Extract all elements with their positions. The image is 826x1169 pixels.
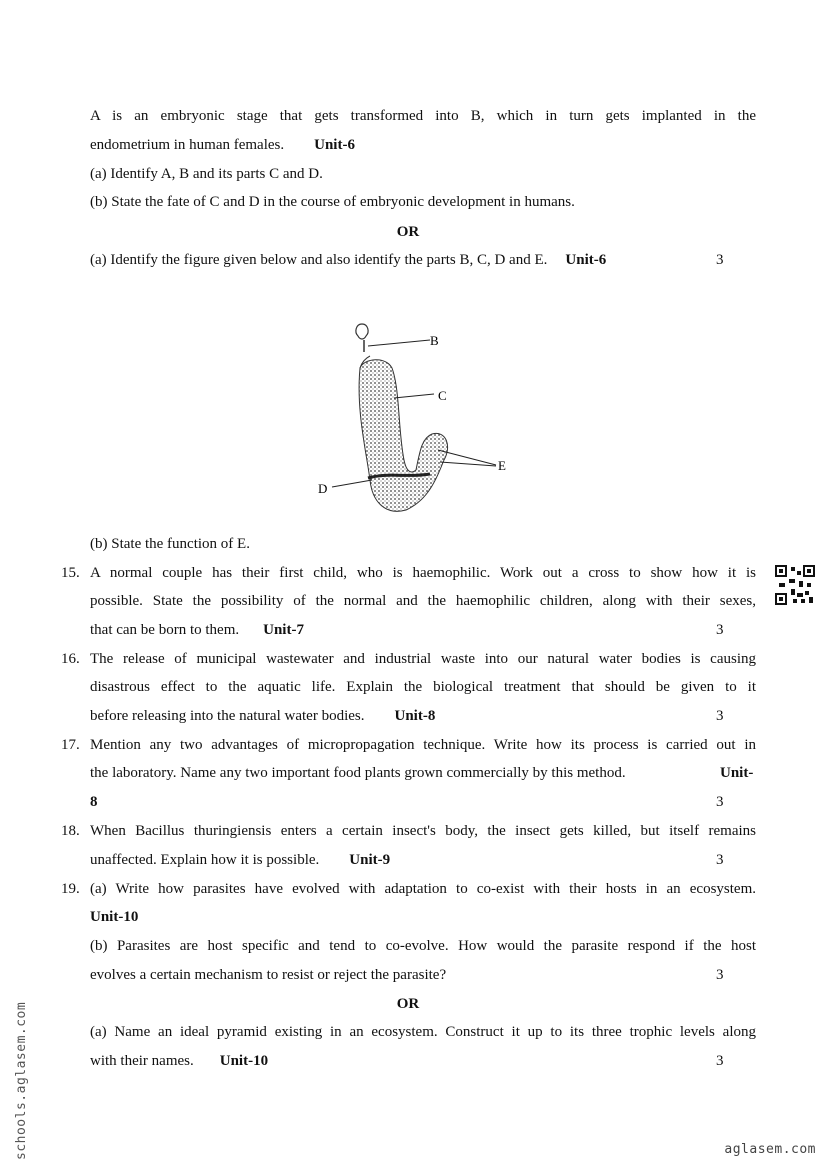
leader-line-c bbox=[394, 394, 434, 398]
sub-question: (b) State the function of E. bbox=[90, 536, 250, 552]
qr-code-icon bbox=[775, 565, 815, 605]
sub-question-text: (a) Identify the figure given below and also identify the parts B, C, D and E. bbox=[90, 252, 548, 268]
figure-label-e: E bbox=[498, 458, 506, 473]
question-text bbox=[90, 850, 390, 870]
question-number: 17. bbox=[61, 737, 80, 753]
unit-tag: Unit-10 bbox=[219, 1053, 269, 1069]
unit-tag: Unit-8 bbox=[394, 708, 436, 724]
question-text: The release of municipal wastewater and industrial waste into our natural water bodies is causing bbox=[90, 651, 756, 667]
sub-question: (a) Identify A, B and its parts C and D. bbox=[90, 166, 323, 182]
question-text-end: before releasing into the natural water bodies. bbox=[90, 708, 365, 724]
question-text bbox=[90, 135, 355, 155]
question-text: evolves a certain mechanism to resist or reject the parasite? bbox=[90, 967, 447, 983]
question-number: 15. bbox=[61, 565, 80, 581]
unit-tag: Unit-6 bbox=[314, 137, 355, 153]
question-text bbox=[90, 1051, 268, 1071]
footer-watermark: aglasem.com bbox=[724, 1142, 816, 1157]
question-text: (a) Write how parasites have evolved with adaptation to co-exist with their hosts in an ecosystem. bbox=[90, 881, 756, 897]
sub-question bbox=[90, 250, 606, 270]
question-text bbox=[90, 706, 435, 726]
question-text-end: endometrium in human females. bbox=[90, 137, 285, 153]
question-text bbox=[90, 620, 304, 640]
sub-question: (b) State the fate of C and D in the course of embryonic development in humans. bbox=[90, 194, 575, 210]
question-text: When Bacillus thuringiensis enters a certain insect's body, the insect gets killed, but itself remains bbox=[90, 823, 756, 839]
marks: 3 bbox=[716, 252, 724, 268]
leader-line-d bbox=[332, 480, 372, 487]
figure-label-b: B bbox=[430, 333, 439, 348]
unit-tag: Unit-6 bbox=[565, 252, 607, 268]
marks: 3 bbox=[716, 1053, 724, 1069]
question-text: (b) Parasites are host specific and tend to co-evolve. How would the parasite respond if the host bbox=[90, 938, 756, 954]
question-text: (a) Name an ideal pyramid existing in an ecosystem. Construct it up to its three trophic levels along bbox=[90, 1024, 756, 1040]
marks: 3 bbox=[716, 967, 724, 983]
marks: 3 bbox=[716, 794, 724, 810]
embryo-figure bbox=[310, 310, 530, 525]
question-number: 19. bbox=[61, 881, 80, 897]
leader-line-b bbox=[368, 340, 430, 346]
question-number: 16. bbox=[61, 651, 80, 667]
question-text: A is an embryonic stage that gets transformed into B, which in turn gets implanted in the bbox=[90, 108, 756, 124]
marks: 3 bbox=[716, 622, 724, 638]
question-text: A normal couple has their first child, who is haemophilic. Work out a cross to show how it is bbox=[90, 565, 756, 581]
unit-tag: 8 bbox=[90, 794, 98, 810]
structure-b-shape bbox=[356, 324, 368, 339]
question-number: 18. bbox=[61, 823, 80, 839]
or-separator: OR bbox=[396, 224, 420, 240]
question-text: Mention any two advantages of micropropagation technique. Write how its process is carried out in bbox=[90, 737, 756, 753]
marks: 3 bbox=[716, 708, 724, 724]
question-text: possible. State the possibility of the normal and the haemophilic children, along with their sexes, bbox=[90, 593, 756, 609]
marks: 3 bbox=[716, 852, 724, 868]
or-separator: OR bbox=[396, 996, 420, 1012]
unit-tag: Unit-7 bbox=[263, 622, 304, 638]
unit-tag: Unit- bbox=[720, 765, 754, 781]
question-text: the laboratory. Name any two important food plants grown commercially by this method. bbox=[90, 765, 626, 781]
question-text-end: unaffected. Explain how it is possible. bbox=[90, 852, 320, 868]
unit-tag: Unit-9 bbox=[349, 852, 391, 868]
vertical-watermark: schools.aglasem.com bbox=[14, 1001, 29, 1160]
figure-label-d: D bbox=[318, 481, 328, 496]
unit-tag: Unit-10 bbox=[90, 909, 139, 925]
figure-label-c: C bbox=[438, 388, 447, 403]
question-text: disastrous effect to the aquatic life. Explain the biological treatment that should be given to it bbox=[90, 679, 756, 695]
question-text-end: with their names. bbox=[90, 1053, 194, 1069]
structure-c-shape bbox=[359, 360, 448, 512]
question-text-end: that can be born to them. bbox=[90, 622, 240, 638]
